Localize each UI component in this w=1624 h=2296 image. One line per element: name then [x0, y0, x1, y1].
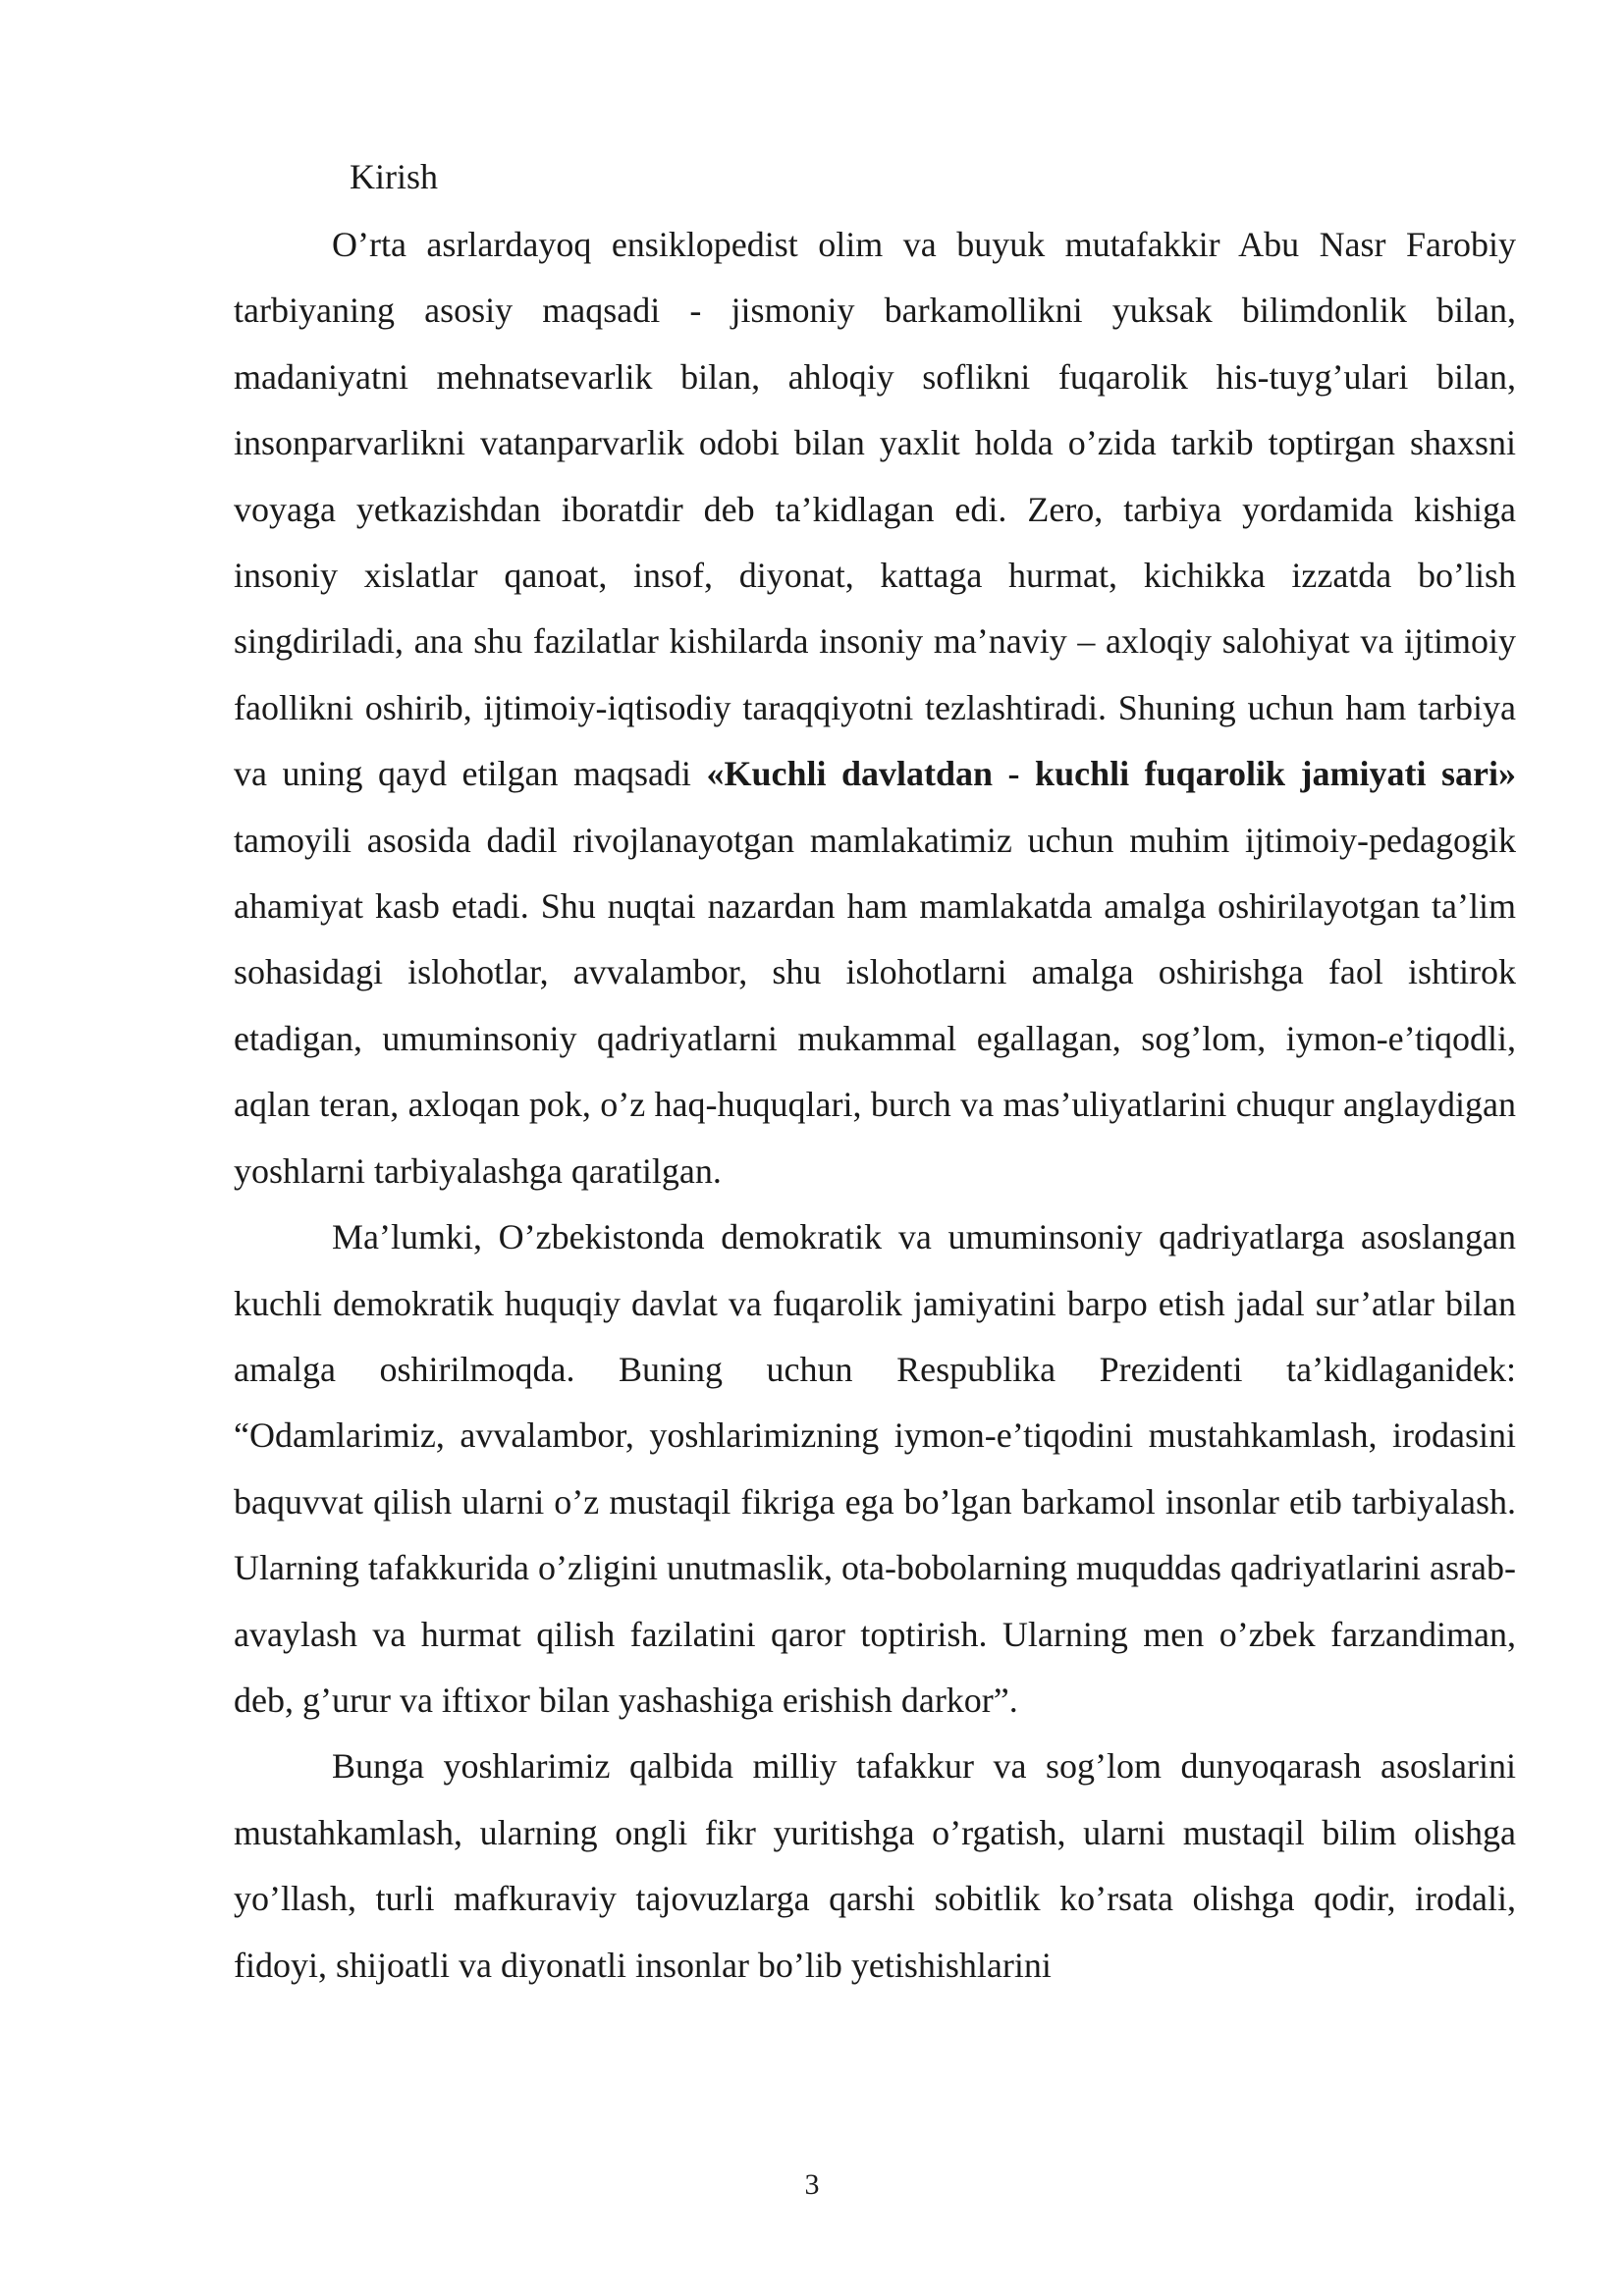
paragraph-second: Ma’lumki, O’zbekistonda demokratik va umuminsoniy qadriyatlarga asoslangan kuchli demokratik huquqiy davlat va fuqarolik jamiyatini barpo etish jadal sur’atlar bilan amalga oshirilmoqda. Buning uchun Respublika Prezidenti ta’kidlaganidek: “Odamlarimiz, avvalambor, yoshlarimizning iymon-e’tiqodini mustahkamlash, irodasini baquvvat qilish ularni o’z mustaqil fikriga ega bo’lgan barkamol insonlar etib tarbiyalash. Ularning tafakkurida o’zligini unutmaslik, ota-bobolarning muquddas qadriyatlarini asrab-avaylash va hurmat qilish fazilatini qaror toptirish. Ularning men o’zbek farzandiman, deb, g’urur va iftixor bilan yashashiga erishish darkor”.	[234, 1217, 1516, 1720]
page-number: 3	[804, 2168, 820, 2201]
paragraph-intro-text-start: O’rta asrlardayoq ensiklopedist olim va buyuk mutafakkir Abu Nasr Farobiy tarbiyaning asosiy maqsadi - jismoniy barkamollikni yuksak bilimdonlik bilan, madaniyatni mehnatsevarlik bilan, ahloqiy soflikni fuqarolik his-tuyg’ulari bilan, insonparvarlikni vatanparvarlik odobi bilan yaxlit holda o’zida tarkib toptirgan shaxsni voyaga yetkazishdan iboratdir deb ta’kidlagan edi. Zero, tarbiya yordamida kishiga insoniy xislatlar qanoat, insof, diyonat, kattaga hurmat, kichikka izzatda bo’lish singdiriladi, ana shu fazilatlar kishilarda insoniy ma’naviy – axloqiy salohiyat va ijtimoiy faollikni oshirib, ijtimoiy-iqtisodiy taraqqiyotni tezlashtiradi. Shuning uchun ham tarbiya va uning qayd etilgan maqsadi	[234, 225, 1516, 794]
paragraph-third: Bunga yoshlarimiz qalbida milliy tafakkur va sog’lom dunyoqarash asoslarini mustahkamlash, ularning ongli fikr yuritishga o’rgatish, ularni mustaqil bilim olishga yo’llash, turli mafkuraviy tajovuzlarga qarshi sobitlik ko’rsata olishga qodir, irodali, fidoyi, shijoatli va diyonatli insonlar bo’lib yetishishlarini	[234, 1746, 1516, 1985]
paragraph-intro-bold-slogan: «Kuchli davlatdan - kuchli fuqarolik jamiyati sari»	[706, 754, 1516, 794]
paragraph-intro	[234, 212, 1516, 1204]
body-text	[234, 212, 1516, 1999]
section-heading: Kirish	[350, 157, 438, 196]
paragraph-intro-text-end: tamoyili asosida dadil rivojlanayotgan mamlakatimiz uchun muhim ijtimoiy-pedagogik ahamiyat kasb etadi. Shu nuqtai nazardan ham mamlakatda amalga oshirilayotgan ta’lim sohasidagi islohotlar, avvalambor, shu islohotlarni amalga oshirishga faol ishtirok etadigan, umuminsoniy qadriyatlarni mukammal egallagan, sog’lom, iymon-e’tiqodli, aqlan teran, axloqan pok, o’z haq-huquqlari, burch va mas’uliyatlarini chuqur anglaydigan yoshlarni tarbiyalashga qaratilgan.	[234, 820, 1516, 1191]
